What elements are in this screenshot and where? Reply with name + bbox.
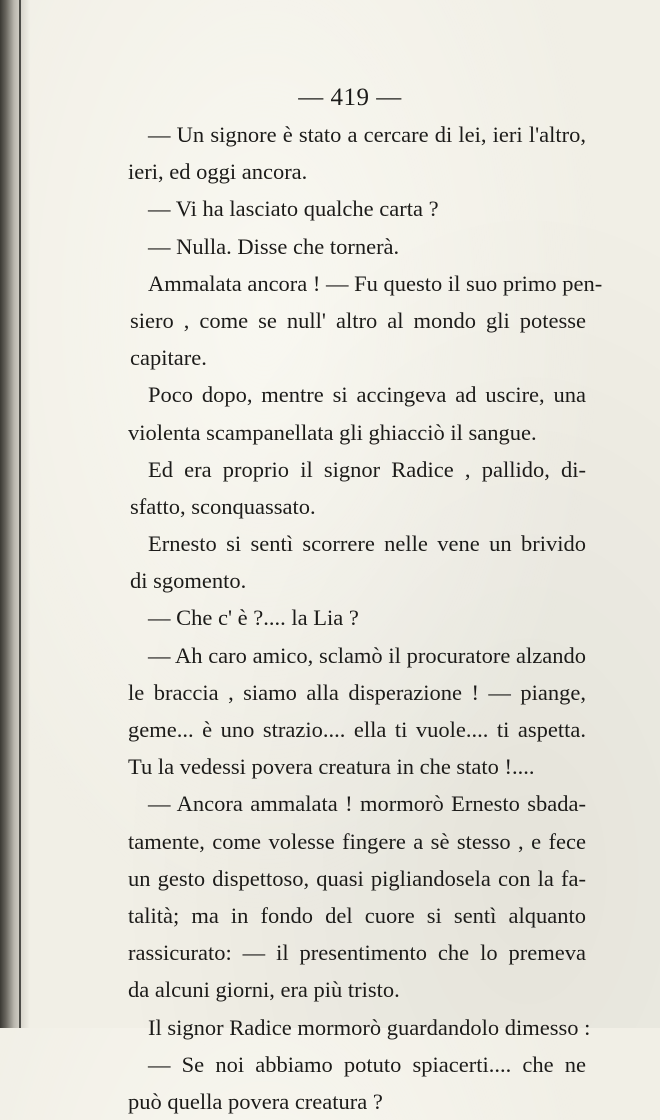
text-line: Tu la vedessi povera creatura in che stato !.... xyxy=(128,754,535,780)
text-line: sfatto, sconquassato. xyxy=(130,493,316,519)
text-line: un gesto dispettoso, quasi pigliandosela con la fa- xyxy=(128,865,586,891)
text-line: Ammalata ancora ! — Fu questo il suo primo pen- xyxy=(148,270,603,296)
text-line: capitare. xyxy=(130,345,207,371)
text-line: — Che c' è ?.... la Lia ? xyxy=(148,605,359,631)
text-line: può quella povera creatura ? xyxy=(128,1088,383,1114)
text-line: le braccia , siamo alla disperazione ! — piange, xyxy=(128,679,586,705)
text-line: di sgomento. xyxy=(130,568,247,594)
text-line: Il signor Radice mormorò guardandolo dimesso : xyxy=(148,1014,591,1040)
text-line: Ernesto si sentì scorrere nelle vene un brivido xyxy=(148,531,586,557)
text-line: — Vi ha lasciato qualche carta ? xyxy=(148,196,439,222)
text-line: da alcuni giorni, era più tristo. xyxy=(128,977,400,1003)
text-line: geme... è uno strazio.... ella ti vuole.... ti aspetta. xyxy=(128,717,586,742)
text-line: siero , come se null' altro al mondo gli potesse xyxy=(130,307,586,333)
text-line: violenta scampanellata gli ghiacciò il sangue. xyxy=(128,419,537,445)
page-binding-shadow xyxy=(0,0,30,1028)
text-line: tamente, come volesse fingere a sè stesso , e fece xyxy=(128,828,586,854)
text-line: — Ancora ammalata ! mormorò Ernesto sbada- xyxy=(148,791,586,817)
text-line: — Un signore è stato a cercare di lei, ieri l'altro, xyxy=(148,122,586,147)
page-number: — 419 — xyxy=(298,84,402,111)
text-line: Poco dopo, mentre si accingeva ad uscire, una xyxy=(148,382,586,408)
text-line: ieri, ed oggi ancora. xyxy=(128,159,308,185)
text-line: — Ah caro amico, sclamò il procuratore alzando xyxy=(148,642,586,668)
body-text xyxy=(128,116,603,1120)
text-line: — Se noi abbiamo potuto spiacerti.... che ne xyxy=(148,1051,586,1077)
page-spine-line xyxy=(19,0,21,1028)
text-line: Ed era proprio il signor Radice , pallido, di- xyxy=(148,456,586,482)
text-line: talità; ma in fondo del cuore si sentì alquanto xyxy=(128,902,586,928)
text-line: — Nulla. Disse che tornerà. xyxy=(148,233,400,259)
text-line: rassicurato: — il presentimento che lo premeva xyxy=(128,940,586,966)
